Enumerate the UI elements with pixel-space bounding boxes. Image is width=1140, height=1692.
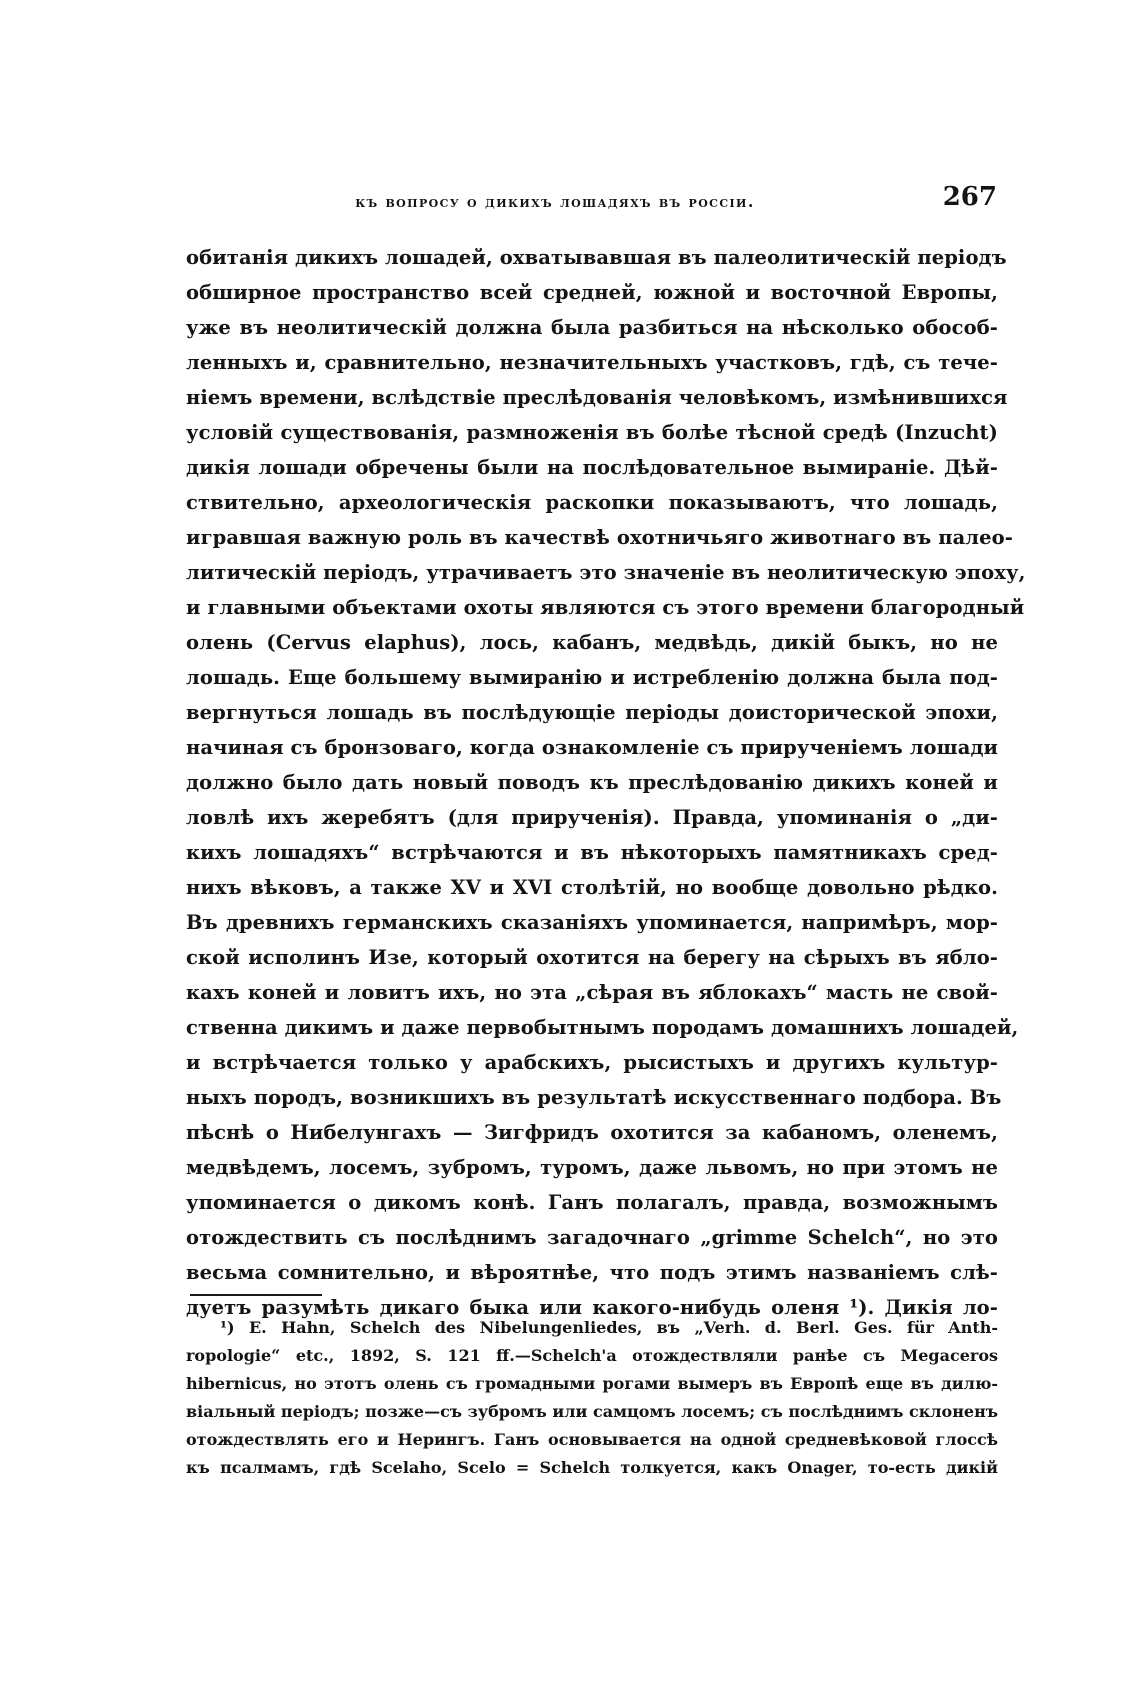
text-line: кахъ коней и ловитъ ихъ, но эта „сѣрая въ яблокахъ“ масть не свой-	[186, 981, 998, 1004]
text-line: условій существованія, размноженія въ болѣе тѣсной средѣ (Inzucht)	[186, 421, 998, 444]
text-line: должно было дать новый поводъ къ преслѣдованію дикихъ коней и	[186, 771, 998, 794]
text-line: ской исполинъ Изе, который охотится на берегу на сѣрыхъ въ ябло-	[186, 946, 998, 969]
footnote-line: віальный періодъ; позже—съ зубромъ или самцомъ лосемъ; съ послѣднимъ склоненъ	[186, 1402, 999, 1421]
text-line: обитанія дикихъ лошадей, охватывавшая въ палеолитическій періодъ	[186, 246, 1007, 269]
text-line: Въ древнихъ германскихъ сказаніяхъ упоминается, напримѣръ, мор-	[186, 911, 998, 934]
text-line: ствительно, археологическія раскопки показываютъ, что лошадь,	[186, 491, 998, 514]
text-line: дуетъ разумѣть дикаго быка или какого-нибудь оленя ¹). Дикія ло-	[186, 1296, 998, 1319]
page-number: 267	[942, 182, 997, 212]
text-line: дикія лошади обречены были на послѣдовательное вымираніе. Дѣй-	[186, 456, 998, 479]
text-line: лошадь. Еще большему вымиранію и истребленію должна была под-	[186, 666, 998, 689]
text-line: пѣснѣ о Нибелунгахъ — Зигфридъ охотится за кабаномъ, оленемъ,	[186, 1121, 998, 1144]
text-line: и встрѣчается только у арабскихъ, рысистыхъ и другихъ культур-	[186, 1051, 998, 1074]
footnotes	[186, 1314, 998, 1482]
footnote-line: отождествлять его и Нерингъ. Ганъ основывается на одной средневѣковой глоссѣ	[186, 1430, 998, 1449]
text-line: игравшая важную роль въ качествѣ охотничьяго животнаго въ палео-	[186, 526, 1013, 549]
text-line: олень (Cervus elaphus), лось, кабанъ, медвѣдь, дикій быкъ, но не	[186, 631, 998, 654]
footnote-line: къ псалмамъ, гдѣ Scelaho, Scelo = Schelch толкуется, какъ Onager, то-есть дикій	[186, 1458, 998, 1477]
footnote-line: ropologie“ etc., 1892, S. 121 ff.—Schelch'а отождествляли ранѣе съ Megaceros	[186, 1346, 998, 1365]
text-line: нихъ вѣковъ, а также XV и XVI столѣтій, но вообще довольно рѣдко.	[186, 876, 998, 899]
text-line: ныхъ породъ, возникшихъ въ результатѣ искусственнаго подбора. Въ	[186, 1086, 1002, 1109]
running-head	[185, 182, 997, 222]
text-line: упоминается о дикомъ конѣ. Ганъ полагалъ, правда, возможнымъ	[186, 1191, 998, 1214]
text-line: начиная съ бронзоваго, когда ознакомленіе съ прирученіемъ лошади	[186, 736, 999, 759]
text-line: кихъ лошадяхъ“ встрѣчаются и въ нѣкоторыхъ памятникахъ сред-	[186, 841, 998, 864]
text-line: весьма сомнительно, и вѣроятнѣе, что подъ этимъ названіемъ слѣ-	[186, 1261, 998, 1284]
text-line: обширное пространство всей средней, южной и восточной Европы,	[186, 281, 998, 304]
text-line: отождествить съ послѣднимъ загадочнаго „grimme Schelch“, но это	[186, 1226, 998, 1249]
footnote-line: ¹) E. Hahn, Schelch des Nibelungenliedes, въ „Verh. d. Berl. Ges. für Anth-	[220, 1318, 998, 1337]
footnote-separator	[190, 1294, 322, 1296]
text-line: медвѣдемъ, лосемъ, зубромъ, туромъ, даже львомъ, но при этомъ не	[186, 1156, 998, 1179]
text-line: ловлѣ ихъ жеребятъ (для прирученія). Правда, упоминанія о „ди-	[186, 806, 998, 829]
text-line: ніемъ времени, вслѣдствіе преслѣдованія человѣкомъ, измѣнившихся	[186, 386, 1008, 409]
text-line: ственна дикимъ и даже первобытнымъ породамъ домашнихъ лошадей,	[186, 1016, 1019, 1039]
running-title: къ вопросу о дикихъ лошадяхъ въ россіи.	[355, 192, 755, 211]
text-line: ленныхъ и, сравнительно, незначительныхъ участковъ, гдѣ, съ тече-	[186, 351, 998, 374]
footnote-line: hibernicus, но этотъ олень съ громадными рогами вымеръ въ Европѣ еще въ дилю-	[186, 1374, 998, 1393]
text-line: и главными объектами охоты являются съ этого времени благородный	[186, 596, 1025, 619]
text-line: вергнуться лошадь въ послѣдующіе періоды доисторической эпохи,	[186, 701, 998, 724]
body-text	[186, 240, 1026, 1325]
text-line: уже въ неолитическій должна была разбиться на нѣсколько обособ-	[186, 316, 998, 339]
text-line: литическій періодъ, утрачиваетъ это значеніе въ неолитическую эпоху,	[186, 561, 1026, 584]
